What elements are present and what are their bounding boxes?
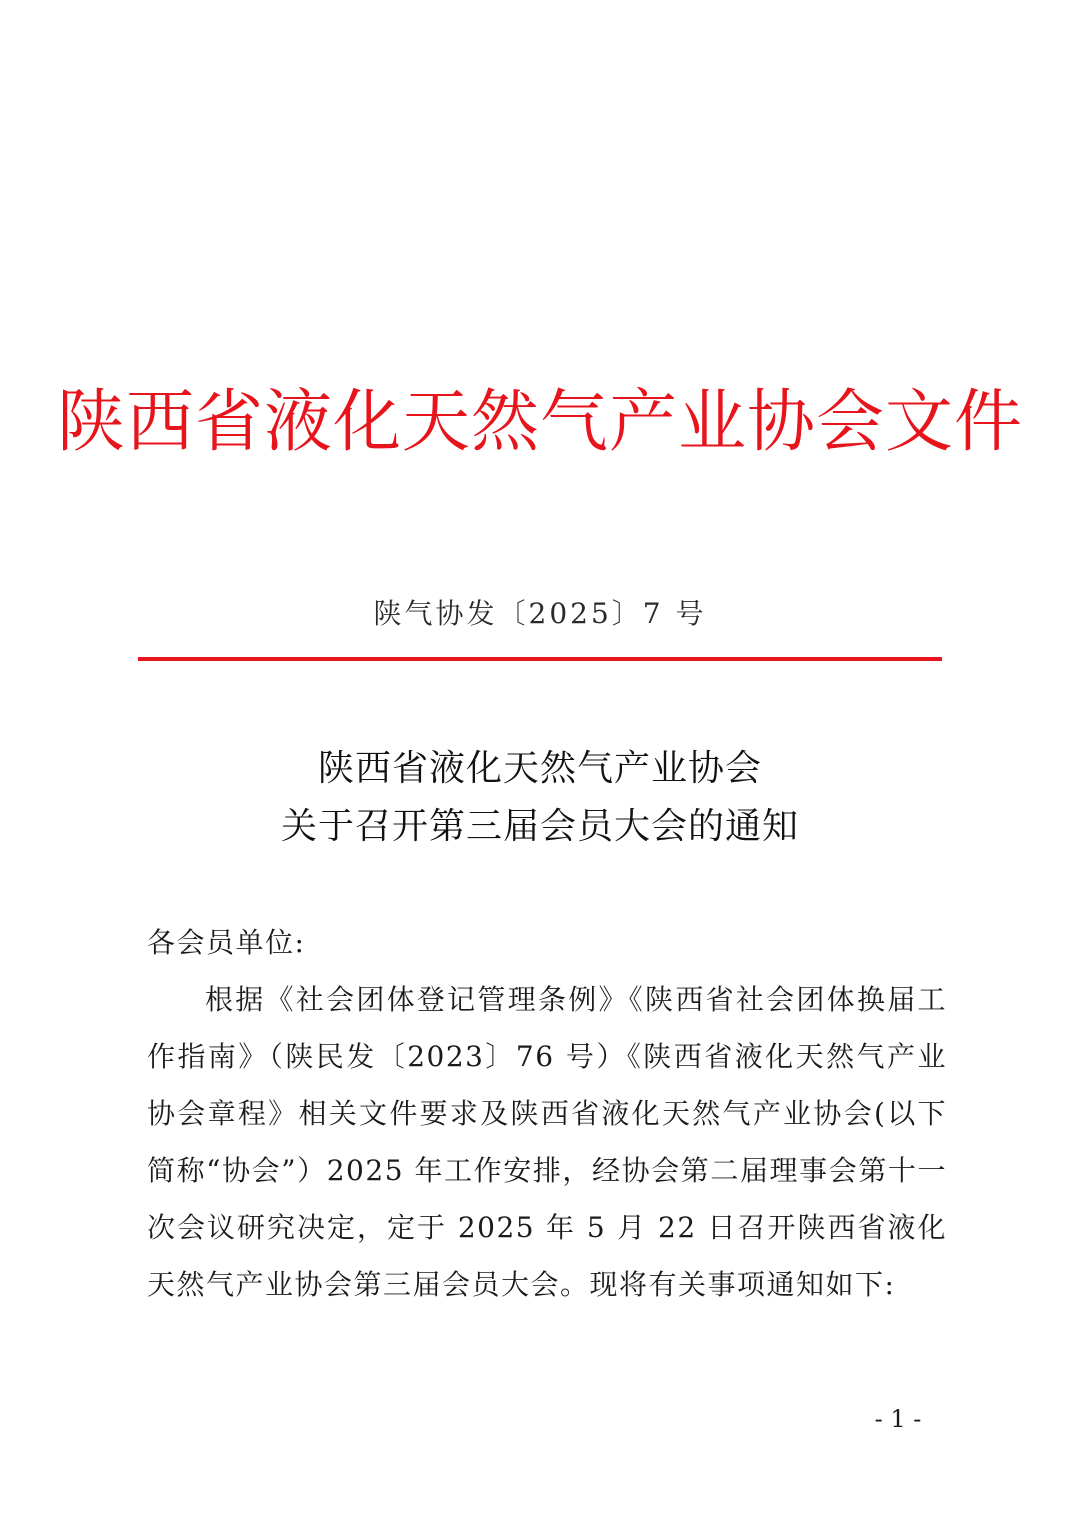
notice-body — [147, 914, 947, 1313]
notice-title-line-2: 关于召开第三届会员大会的通知 — [280, 806, 799, 847]
page-number: - 1 - — [874, 1405, 922, 1433]
notice-title-line-1: 陕西省液化天然气产业协会 — [317, 748, 762, 789]
salutation: 各会员单位: — [147, 926, 306, 959]
red-divider-line — [138, 657, 942, 661]
red-letterhead-title: 陕西省液化天然气产业协会文件 — [56, 383, 1023, 462]
notice-title — [0, 740, 1080, 856]
body-paragraph: 根据《社会团体登记管理条例》《陕西省社会团体换届工作指南》（陕民发〔2023〕76 号）《陕西省液化天然气产业协会章程》相关文件要求及陕西省液化天然气产业协会(以下简称“协会”）2025 年工作安排，经协会第二届理事会第十一次会议研究决定，定于 2025 年 5 月 22 日召开陕西省液化天然气产业协会第三届会员大会。现将有关事项通知如下: — [147, 983, 947, 1301]
document-number: 陕气协发〔2025〕7 号 — [373, 597, 707, 630]
